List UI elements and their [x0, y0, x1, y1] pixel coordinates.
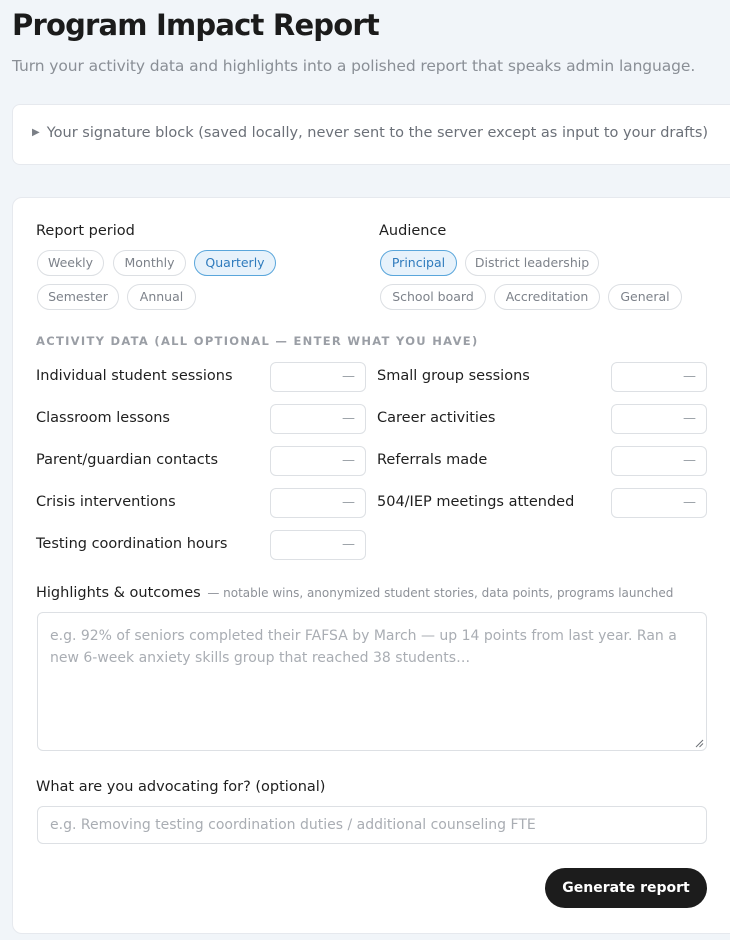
highlights-textarea[interactable]: [37, 612, 707, 751]
disclosure-triangle-icon: ▶: [32, 127, 40, 138]
highlights-hint: — notable wins, anonymized student stories, data points, programs launched: [207, 586, 674, 600]
individual-sessions-input[interactable]: —: [270, 362, 366, 392]
period-chip-quarterly[interactable]: Quarterly: [194, 250, 276, 276]
career-activities-input[interactable]: —: [611, 404, 707, 434]
individual-sessions-label: Individual student sessions: [36, 368, 233, 384]
period-chip-monthly[interactable]: Monthly: [113, 250, 186, 276]
audience-label: Audience: [379, 223, 447, 239]
highlights-label: [36, 585, 673, 601]
audience-chip-principal[interactable]: Principal: [380, 250, 457, 276]
activity-data-heading: ACTIVITY DATA (ALL OPTIONAL — ENTER WHAT YOU HAVE): [36, 334, 479, 348]
highlights-label-text: Highlights & outcomes: [36, 585, 201, 601]
audience-chip-district-leadership[interactable]: District leadership: [465, 250, 599, 276]
parent-contacts-input[interactable]: —: [270, 446, 366, 476]
resize-grip-icon[interactable]: [694, 738, 704, 748]
referrals-made-label: Referrals made: [377, 452, 488, 468]
referrals-made-input[interactable]: —: [611, 446, 707, 476]
signature-block-label: Your signature block (saved locally, never sent to the server except as input to your drafts): [46, 125, 709, 141]
audience-chip-accreditation[interactable]: Accreditation: [494, 284, 600, 310]
page-subtitle: Turn your activity data and highlights into a polished report that speaks admin language.: [12, 57, 696, 75]
crisis-interventions-label: Crisis interventions: [36, 494, 176, 510]
audience-chip-school-board[interactable]: School board: [380, 284, 486, 310]
testing-hours-label: Testing coordination hours: [36, 536, 228, 552]
period-chip-semester[interactable]: Semester: [37, 284, 119, 310]
iep-meetings-input[interactable]: —: [611, 488, 707, 518]
iep-meetings-label: 504/IEP meetings attended: [377, 494, 575, 510]
advocacy-label: What are you advocating for? (optional): [36, 779, 326, 795]
testing-hours-input[interactable]: —: [270, 530, 366, 560]
period-chip-weekly[interactable]: Weekly: [37, 250, 104, 276]
crisis-interventions-input[interactable]: —: [270, 488, 366, 518]
advocacy-input[interactable]: e.g. Removing testing coordination duties / additional counseling FTE: [37, 806, 707, 844]
generate-report-button[interactable]: Generate report: [545, 868, 707, 908]
parent-contacts-label: Parent/guardian contacts: [36, 452, 219, 468]
classroom-lessons-input[interactable]: —: [270, 404, 366, 434]
small-group-sessions-label: Small group sessions: [377, 368, 530, 384]
audience-chip-general[interactable]: General: [608, 284, 682, 310]
highlights-placeholder: e.g. 92% of seniors completed their FAFSA by March — up 14 points from last year. Ran a new 6-week anxiety skills group that reached 38 students…: [50, 628, 677, 666]
signature-block-toggle[interactable]: [32, 125, 708, 141]
classroom-lessons-label: Classroom lessons: [36, 410, 170, 426]
small-group-sessions-input[interactable]: —: [611, 362, 707, 392]
page-title: Program Impact Report: [12, 8, 379, 42]
report-period-label: Report period: [36, 223, 135, 239]
career-activities-label: Career activities: [377, 410, 496, 426]
period-chip-annual[interactable]: Annual: [127, 284, 196, 310]
signature-block-panel: [12, 104, 730, 165]
